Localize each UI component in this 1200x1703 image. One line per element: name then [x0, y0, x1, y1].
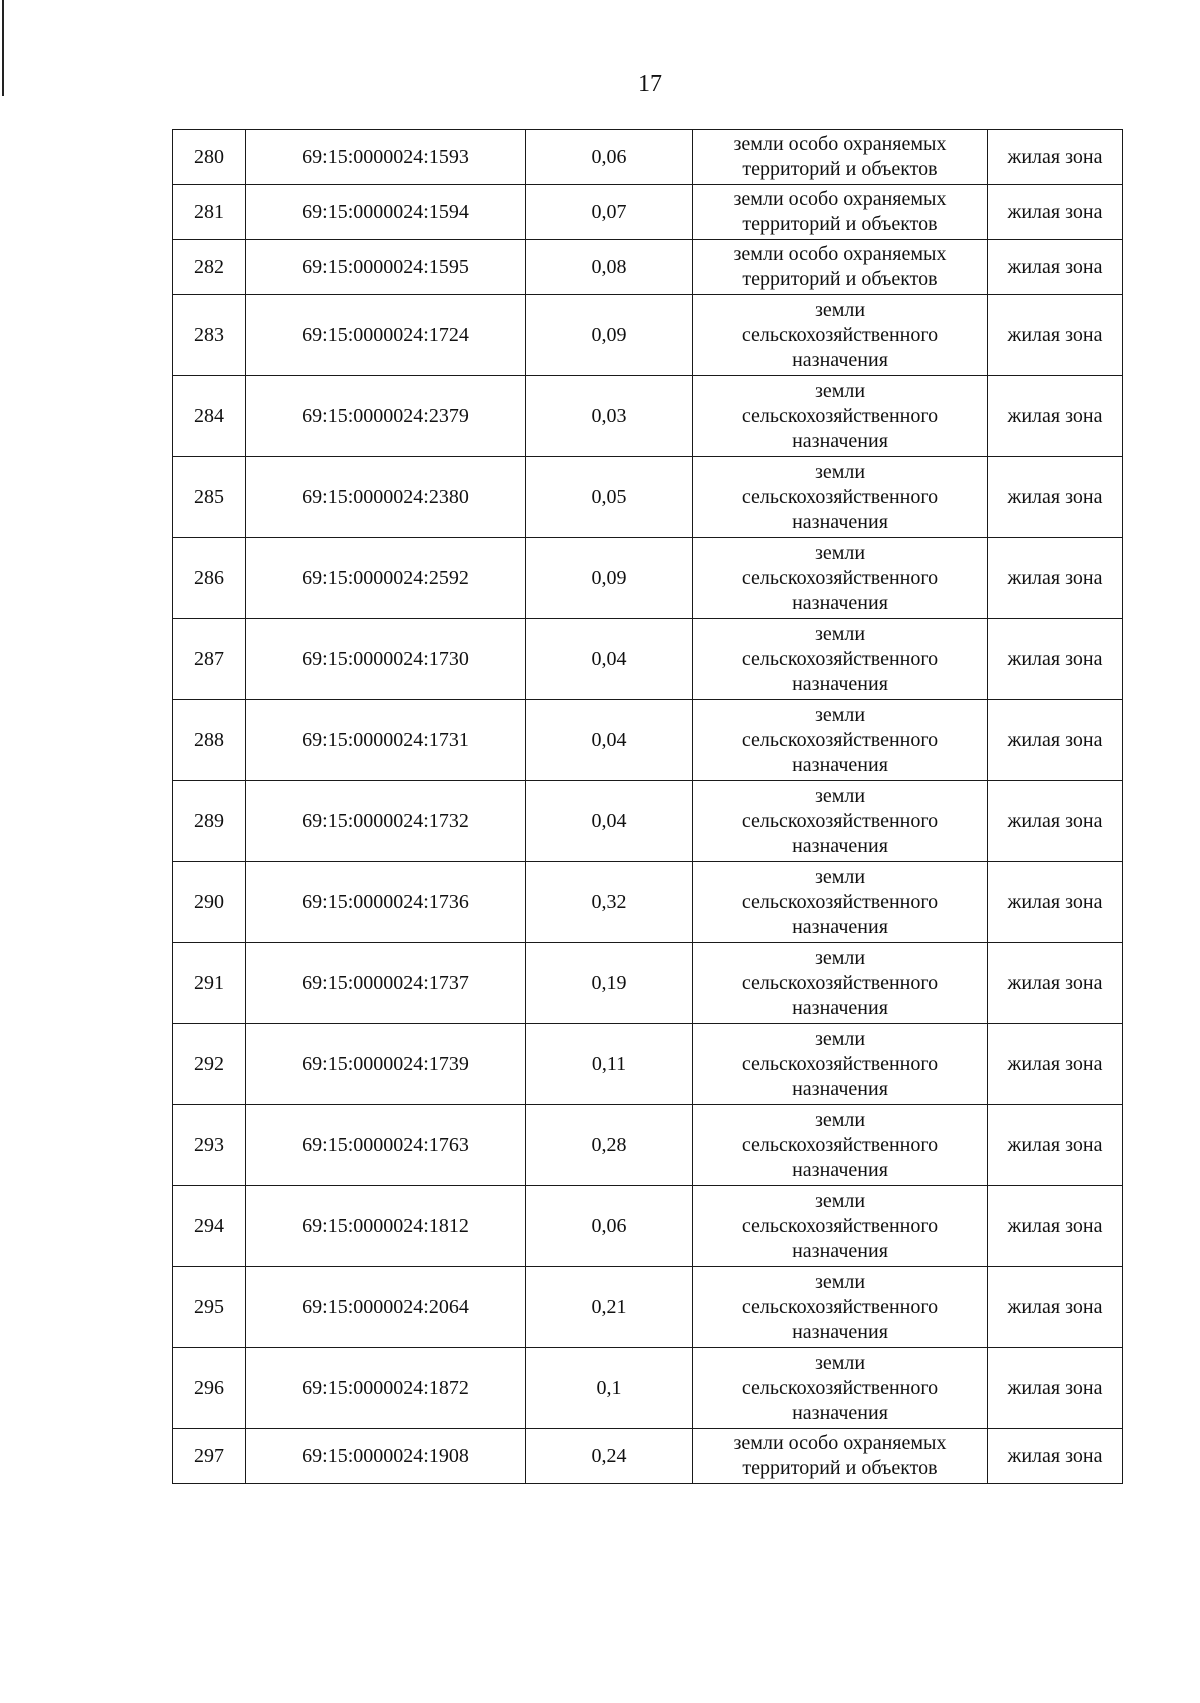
row-number-cell: 294 [173, 1186, 246, 1267]
area-cell: 0,21 [526, 1267, 693, 1348]
table-row [173, 862, 1123, 943]
land-category-cell: земли сельскохозяйственного назначения [693, 781, 988, 862]
cadastral-number-cell: 69:15:0000024:1763 [246, 1105, 526, 1186]
area-cell: 0,06 [526, 1186, 693, 1267]
zone-cell: жилая зона [988, 943, 1123, 1024]
row-number-cell: 287 [173, 619, 246, 700]
cadastral-number-cell: 69:15:0000024:1908 [246, 1429, 526, 1484]
area-cell: 0,04 [526, 619, 693, 700]
table-row [173, 700, 1123, 781]
land-category-cell: земли особо охраняемых территорий и объектов [693, 185, 988, 240]
area-cell: 0,24 [526, 1429, 693, 1484]
table-row [173, 1267, 1123, 1348]
cadastral-number-cell: 69:15:0000024:2379 [246, 376, 526, 457]
cadastral-number-cell: 69:15:0000024:1737 [246, 943, 526, 1024]
zone-cell: жилая зона [988, 1348, 1123, 1429]
cadastral-number-cell: 69:15:0000024:1595 [246, 240, 526, 295]
area-cell: 0,05 [526, 457, 693, 538]
area-cell: 0,32 [526, 862, 693, 943]
zone-cell: жилая зона [988, 1024, 1123, 1105]
land-category-cell: земли сельскохозяйственного назначения [693, 457, 988, 538]
land-category-cell: земли особо охраняемых территорий и объектов [693, 240, 988, 295]
zone-cell: жилая зона [988, 185, 1123, 240]
land-category-cell: земли сельскохозяйственного назначения [693, 1024, 988, 1105]
zone-cell: жилая зона [988, 700, 1123, 781]
area-cell: 0,04 [526, 700, 693, 781]
table-row [173, 185, 1123, 240]
land-category-cell: земли сельскохозяйственного назначения [693, 700, 988, 781]
table-row [173, 1429, 1123, 1484]
row-number-cell: 290 [173, 862, 246, 943]
area-cell: 0,28 [526, 1105, 693, 1186]
table-row [173, 538, 1123, 619]
cadastral-number-cell: 69:15:0000024:1736 [246, 862, 526, 943]
land-category-cell: земли сельскохозяйственного назначения [693, 619, 988, 700]
table-row [173, 619, 1123, 700]
land-category-cell: земли сельскохозяйственного назначения [693, 1267, 988, 1348]
row-number-cell: 286 [173, 538, 246, 619]
land-category-cell: земли сельскохозяйственного назначения [693, 376, 988, 457]
zone-cell: жилая зона [988, 862, 1123, 943]
cadastral-number-cell: 69:15:0000024:1730 [246, 619, 526, 700]
table-row [173, 457, 1123, 538]
row-number-cell: 280 [173, 130, 246, 185]
cadastral-number-cell: 69:15:0000024:1593 [246, 130, 526, 185]
area-cell: 0,04 [526, 781, 693, 862]
area-cell: 0,09 [526, 538, 693, 619]
row-number-cell: 285 [173, 457, 246, 538]
zone-cell: жилая зона [988, 457, 1123, 538]
zone-cell: жилая зона [988, 1105, 1123, 1186]
cadastral-number-cell: 69:15:0000024:1594 [246, 185, 526, 240]
area-cell: 0,1 [526, 1348, 693, 1429]
land-category-cell: земли особо охраняемых территорий и объектов [693, 1429, 988, 1484]
row-number-cell: 296 [173, 1348, 246, 1429]
row-number-cell: 289 [173, 781, 246, 862]
row-number-cell: 288 [173, 700, 246, 781]
table-row [173, 1024, 1123, 1105]
cadastral-number-cell: 69:15:0000024:1724 [246, 295, 526, 376]
area-cell: 0,08 [526, 240, 693, 295]
table-row [173, 1105, 1123, 1186]
zone-cell: жилая зона [988, 376, 1123, 457]
area-cell: 0,19 [526, 943, 693, 1024]
zone-cell: жилая зона [988, 240, 1123, 295]
area-cell: 0,03 [526, 376, 693, 457]
table-row [173, 295, 1123, 376]
land-category-cell: земли сельскохозяйственного назначения [693, 538, 988, 619]
cadastral-number-cell: 69:15:0000024:1732 [246, 781, 526, 862]
table-row [173, 1348, 1123, 1429]
zone-cell: жилая зона [988, 1267, 1123, 1348]
cadastral-number-cell: 69:15:0000024:2064 [246, 1267, 526, 1348]
area-cell: 0,09 [526, 295, 693, 376]
land-category-cell: земли особо охраняемых территорий и объектов [693, 130, 988, 185]
zone-cell: жилая зона [988, 1429, 1123, 1484]
land-category-cell: земли сельскохозяйственного назначения [693, 1348, 988, 1429]
row-number-cell: 292 [173, 1024, 246, 1105]
land-category-cell: земли сельскохозяйственного назначения [693, 943, 988, 1024]
zone-cell: жилая зона [988, 130, 1123, 185]
table-row [173, 781, 1123, 862]
cadastral-number-cell: 69:15:0000024:2592 [246, 538, 526, 619]
cadastral-number-cell: 69:15:0000024:1731 [246, 700, 526, 781]
row-number-cell: 297 [173, 1429, 246, 1484]
area-cell: 0,06 [526, 130, 693, 185]
cadastral-number-cell: 69:15:0000024:1812 [246, 1186, 526, 1267]
table-row [173, 376, 1123, 457]
land-category-cell: земли сельскохозяйственного назначения [693, 862, 988, 943]
row-number-cell: 282 [173, 240, 246, 295]
row-number-cell: 291 [173, 943, 246, 1024]
land-category-cell: земли сельскохозяйственного назначения [693, 295, 988, 376]
row-number-cell: 283 [173, 295, 246, 376]
row-number-cell: 281 [173, 185, 246, 240]
land-parcels-table [172, 129, 1123, 1484]
table-row [173, 130, 1123, 185]
area-cell: 0,07 [526, 185, 693, 240]
table-body [173, 130, 1123, 1484]
land-category-cell: земли сельскохозяйственного назначения [693, 1186, 988, 1267]
cadastral-number-cell: 69:15:0000024:1872 [246, 1348, 526, 1429]
zone-cell: жилая зона [988, 295, 1123, 376]
zone-cell: жилая зона [988, 1186, 1123, 1267]
table-row [173, 943, 1123, 1024]
page-number: 17 [638, 71, 662, 97]
zone-cell: жилая зона [988, 619, 1123, 700]
table-row [173, 1186, 1123, 1267]
cadastral-number-cell: 69:15:0000024:2380 [246, 457, 526, 538]
zone-cell: жилая зона [988, 781, 1123, 862]
row-number-cell: 284 [173, 376, 246, 457]
table-row [173, 240, 1123, 295]
land-category-cell: земли сельскохозяйственного назначения [693, 1105, 988, 1186]
cadastral-number-cell: 69:15:0000024:1739 [246, 1024, 526, 1105]
row-number-cell: 293 [173, 1105, 246, 1186]
row-number-cell: 295 [173, 1267, 246, 1348]
zone-cell: жилая зона [988, 538, 1123, 619]
area-cell: 0,11 [526, 1024, 693, 1105]
